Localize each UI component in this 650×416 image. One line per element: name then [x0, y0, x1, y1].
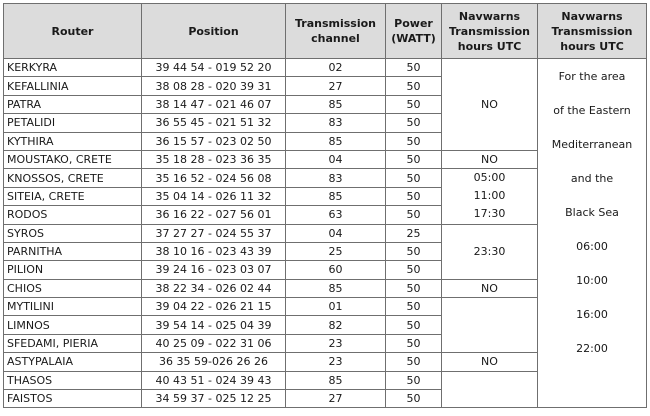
time-line: 17:30: [473, 207, 506, 221]
position-cell: 39 24 16 - 023 03 07: [142, 261, 286, 279]
time-line: 16:00: [576, 308, 608, 321]
power-cell: 50: [386, 298, 442, 316]
router-cell: RODOS: [4, 206, 142, 224]
channel-cell: 60: [286, 261, 386, 279]
router-cell: KYTHIRA: [4, 132, 142, 150]
time-line: 22:00: [576, 342, 608, 355]
power-cell: 50: [386, 371, 442, 389]
position-cell: 38 08 28 - 020 39 31: [142, 77, 286, 95]
table-row: [4, 59, 647, 77]
hours-cell-eastern-med: [538, 59, 647, 408]
position-cell: 39 44 54 - 019 52 20: [142, 59, 286, 77]
router-cell: ASTYPALAIA: [4, 353, 142, 371]
power-cell: 50: [386, 261, 442, 279]
area-line: For the area: [558, 70, 626, 83]
header-position: Position: [142, 4, 286, 59]
power-cell: 50: [386, 77, 442, 95]
router-cell: PATRA: [4, 95, 142, 113]
hours-cell-group-6: NO: [442, 353, 538, 371]
position-cell: 39 04 22 - 026 21 15: [142, 298, 286, 316]
hours-cell-group-5: NO: [442, 279, 538, 297]
power-cell: 25: [386, 224, 442, 242]
router-cell: SITEIA, CRETE: [4, 187, 142, 205]
channel-cell: 23: [286, 353, 386, 371]
table-wrapper: [3, 3, 647, 408]
router-cell: LIMNOS: [4, 316, 142, 334]
channel-cell: 83: [286, 114, 386, 132]
power-cell: 50: [386, 59, 442, 77]
position-cell: 36 15 57 - 023 02 50: [142, 132, 286, 150]
channel-cell: 83: [286, 169, 386, 187]
position-cell: 36 35 59-026 26 26: [142, 353, 286, 371]
time-line: 06:00: [576, 240, 608, 253]
router-cell: THASOS: [4, 371, 142, 389]
hours-cell-group-4: 23:30: [442, 224, 538, 279]
hours-cell-group-1: NO: [442, 59, 538, 151]
router-cell: PARNITHA: [4, 242, 142, 260]
area-line: Black Sea: [565, 206, 619, 219]
power-cell: 50: [386, 132, 442, 150]
header-hours-2: Navwarns Transmission hours UTC: [538, 4, 647, 59]
router-cell: MYTILINI: [4, 298, 142, 316]
position-cell: 38 22 34 - 026 02 44: [142, 279, 286, 297]
time-line: 11:00: [473, 189, 506, 203]
router-cell: KNOSSOS, CRETE: [4, 169, 142, 187]
header-router: Router: [4, 4, 142, 59]
hours-cell-group-2: NO: [442, 150, 538, 168]
position-cell: 40 43 51 - 024 39 43: [142, 371, 286, 389]
position-cell: 34 59 37 - 025 12 25: [142, 390, 286, 408]
channel-cell: 04: [286, 224, 386, 242]
power-cell: 50: [386, 114, 442, 132]
router-cell: SYROS: [4, 224, 142, 242]
hours-cell-empty: [442, 298, 538, 353]
channel-cell: 85: [286, 187, 386, 205]
router-cell: FAISTOS: [4, 390, 142, 408]
power-cell: 50: [386, 316, 442, 334]
navwarns-table: [3, 3, 647, 408]
power-cell: 50: [386, 334, 442, 352]
channel-cell: 85: [286, 95, 386, 113]
power-cell: 50: [386, 206, 442, 224]
area-line: and the: [570, 172, 614, 185]
router-cell: PETALIDI: [4, 114, 142, 132]
channel-cell: 04: [286, 150, 386, 168]
power-cell: 50: [386, 150, 442, 168]
power-cell: 50: [386, 95, 442, 113]
power-cell: 50: [386, 187, 442, 205]
power-cell: 50: [386, 279, 442, 297]
position-cell: 37 27 27 - 024 55 37: [142, 224, 286, 242]
channel-cell: 27: [286, 77, 386, 95]
power-cell: 50: [386, 242, 442, 260]
position-cell: 36 55 45 - 021 51 32: [142, 114, 286, 132]
channel-cell: 85: [286, 132, 386, 150]
position-cell: 36 16 22 - 027 56 01: [142, 206, 286, 224]
channel-cell: 25: [286, 242, 386, 260]
header-hours-1: Navwarns Transmission hours UTC: [442, 4, 538, 59]
channel-cell: 02: [286, 59, 386, 77]
channel-cell: 23: [286, 334, 386, 352]
hours-cell-empty: [442, 371, 538, 408]
header-channel: Transmission channel: [286, 4, 386, 59]
router-cell: KEFALLINIA: [4, 77, 142, 95]
position-cell: 38 14 47 - 021 46 07: [142, 95, 286, 113]
position-cell: 40 25 09 - 022 31 06: [142, 334, 286, 352]
channel-cell: 85: [286, 279, 386, 297]
channel-cell: 27: [286, 390, 386, 408]
position-cell: 39 54 14 - 025 04 39: [142, 316, 286, 334]
power-cell: 50: [386, 353, 442, 371]
router-cell: SFEDAMI, PIERIA: [4, 334, 142, 352]
router-cell: KERKYRA: [4, 59, 142, 77]
area-line: Mediterranean: [551, 138, 633, 151]
position-cell: 35 04 14 - 026 11 32: [142, 187, 286, 205]
power-cell: 50: [386, 390, 442, 408]
channel-cell: 85: [286, 371, 386, 389]
power-cell: 50: [386, 169, 442, 187]
channel-cell: 01: [286, 298, 386, 316]
router-cell: MOUSTAKO, CRETE: [4, 150, 142, 168]
channel-cell: 63: [286, 206, 386, 224]
position-cell: 35 18 28 - 023 36 35: [142, 150, 286, 168]
hours-cell-group-3: [442, 169, 538, 224]
time-line: 10:00: [576, 274, 608, 287]
header-row: [4, 4, 647, 59]
time-line: 05:00: [473, 171, 506, 185]
position-cell: 38 10 16 - 023 43 39: [142, 242, 286, 260]
channel-cell: 82: [286, 316, 386, 334]
router-cell: PILION: [4, 261, 142, 279]
position-cell: 35 16 52 - 024 56 08: [142, 169, 286, 187]
router-cell: CHIOS: [4, 279, 142, 297]
area-line: of the Eastern: [553, 104, 631, 117]
header-power: Power (WATT): [386, 4, 442, 59]
